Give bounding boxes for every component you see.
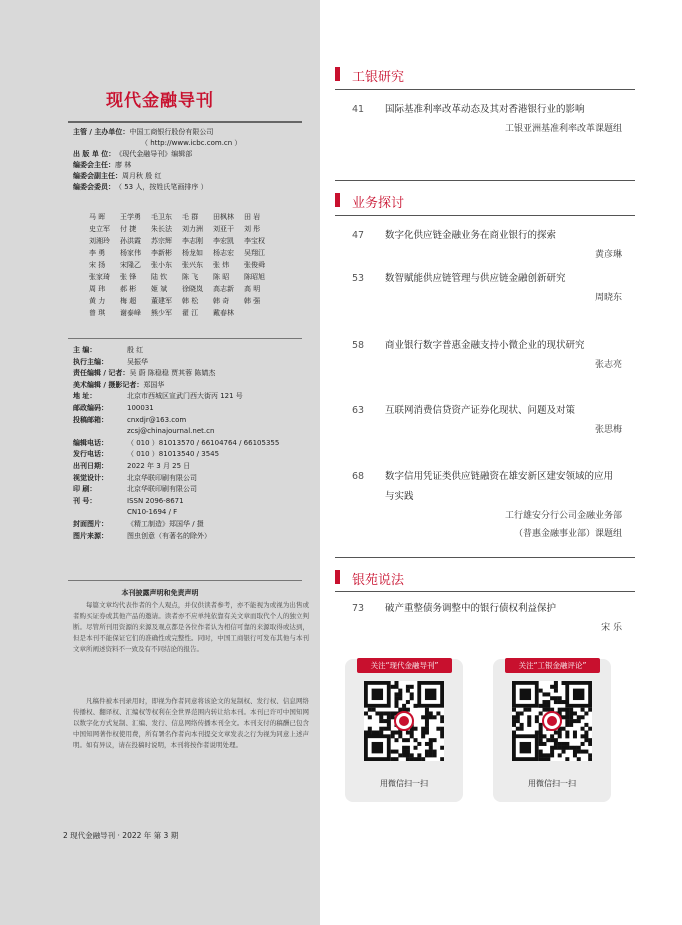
qr-card[interactable] xyxy=(345,659,463,802)
member-name: 周 玮 xyxy=(89,285,106,293)
member-name: 吴翔江 xyxy=(244,249,265,257)
divider xyxy=(68,338,302,339)
member-name: 韩 奇 xyxy=(213,297,230,305)
publisher: 《现代金融导刊》编辑部 xyxy=(115,150,193,158)
article-author: 张思梅 xyxy=(594,425,622,435)
article-author: 周晓东 xyxy=(594,293,622,303)
qr-tag: 关注“现代金融导刊” xyxy=(357,658,452,673)
cover-label: 封面图片： xyxy=(73,519,108,528)
member-row xyxy=(89,211,309,223)
member-row xyxy=(89,295,309,307)
divider xyxy=(335,591,635,592)
email-secondary: zcsj@chinajournal.net.cn xyxy=(127,427,215,436)
member-name: 李宏凯 xyxy=(213,237,234,245)
website: （ http://www.icbc.com.cn ） xyxy=(141,139,242,147)
cover-credit: 《精工制造》郑国华 / 摄 xyxy=(127,519,204,528)
edit-tel-label: 编辑电话： xyxy=(73,438,108,447)
member-name: 张 炜 xyxy=(213,261,230,269)
page-number: 47 xyxy=(352,230,365,241)
page-footer: 2 现代金融导刊 · 2022 年 第 3 期 xyxy=(63,831,179,840)
section-marker xyxy=(335,570,340,584)
member-name: 杨家伟 xyxy=(120,249,141,257)
member-name: 田 岩 xyxy=(244,213,261,221)
article-author: 工行雄安分行公司金融业务部 xyxy=(504,511,622,521)
section-title: 业务探讨 xyxy=(352,196,405,211)
organizer: 中国工商银行股份有限公司 xyxy=(129,128,214,136)
page-number: 73 xyxy=(352,603,365,614)
member-name: 谢泰峰 xyxy=(120,309,141,317)
qr-caption: 用微信扫一扫 xyxy=(380,779,428,788)
section-title: 工银研究 xyxy=(352,70,405,85)
member-name: 张俊舜 xyxy=(244,261,265,269)
member-name: 田枫林 xyxy=(213,213,234,221)
divider xyxy=(335,180,635,181)
member-name: 黄 力 xyxy=(89,297,106,305)
article-author: 宋 乐 xyxy=(601,623,622,633)
qr-card[interactable] xyxy=(493,659,611,802)
article-title: 破产重整债务调整中的银行债权利益保护 xyxy=(385,603,557,614)
qr-code-icon xyxy=(512,681,592,761)
article-entry[interactable] xyxy=(352,467,622,543)
divider xyxy=(68,580,302,581)
member-name: 宋 扬 xyxy=(89,261,106,269)
design: 北京华联印刷有限公司 xyxy=(127,473,197,482)
img-src-label: 图片来源： xyxy=(73,531,108,540)
issn: ISSN 2096-8671 xyxy=(127,496,184,505)
member-name: 刘 彤 xyxy=(244,225,261,233)
member-name: 张小东 xyxy=(151,261,172,269)
page-number: 41 xyxy=(352,104,365,115)
member-name: 郝 彬 xyxy=(120,285,137,293)
member-name: 陆 钦 xyxy=(151,273,168,281)
vice-chair-label: 编委会副主任： xyxy=(73,172,122,180)
article-title: 商业银行数字普惠金融支持小微企业的现状研究 xyxy=(385,340,585,351)
statement-para-2: 凡稿件被本刊录用时，即视为作者同意将该论文的复制权、发行权、信息网络传播权、翻译权、汇编权等权利在全世界范围内转让给本刊。本刊已许可中国知网以数字化方式复制、汇编、发行、信息网络传播本刊全文。本刊支付的稿酬已包含中国知网著作权使用费，所有署名作者向本刊提交文章发表之行为视为同意上述声明。如有异议，请在投稿时说明，本刊将按作者说明处理。 xyxy=(73,697,309,749)
page-number: 58 xyxy=(352,340,365,351)
member-name: 徐晓岚 xyxy=(182,285,203,293)
member-name: 韩 强 xyxy=(244,297,261,305)
article-entry[interactable] xyxy=(352,336,622,374)
exec-editor: 吴振华 xyxy=(127,357,148,366)
section-title: 银苑说法 xyxy=(352,573,405,588)
article-author: 黄彦琳 xyxy=(594,250,622,260)
art-editor: 郑国华 xyxy=(143,380,165,389)
member-name: 毛 群 xyxy=(182,213,199,221)
email-label: 投稿邮箱： xyxy=(73,415,108,424)
member-name: 孙洪霞 xyxy=(120,237,141,245)
member-name: 高志新 xyxy=(213,285,234,293)
section-marker xyxy=(335,67,340,81)
member-name: 戴春林 xyxy=(213,309,234,317)
resp-editor-label: 责任编辑 / 记者： xyxy=(73,369,130,378)
member-name: 韩 松 xyxy=(182,297,199,305)
members-label: 编委会委员： xyxy=(73,183,115,191)
member-name: 李志刚 xyxy=(182,237,203,245)
page-number: 68 xyxy=(352,471,365,482)
member-name: 高 明 xyxy=(244,285,261,293)
member-row xyxy=(89,283,309,295)
member-name: 付 捷 xyxy=(120,225,137,233)
article-title: 国际基准利率改革动态及其对香港银行业的影响 xyxy=(385,104,585,115)
post-label: 邮政编码： xyxy=(73,403,108,412)
article-title: 数字化供应链金融业务在商业银行的探索 xyxy=(385,230,557,241)
page-number: 63 xyxy=(352,405,365,416)
member-name: 宋隆乙 xyxy=(120,261,141,269)
member-name: 翟 江 xyxy=(182,309,199,317)
member-name: 张家琦 xyxy=(89,273,110,281)
article-entry[interactable] xyxy=(352,226,622,264)
section-marker xyxy=(335,193,340,207)
member-name: 刘力洲 xyxy=(182,225,203,233)
member-name: 李新彬 xyxy=(151,249,172,257)
article-author-line2: （普惠金融事业部）课题组 xyxy=(513,529,622,539)
divider xyxy=(335,215,635,216)
member-name: 梅 超 xyxy=(120,297,137,305)
member-name: 张兴东 xyxy=(182,261,203,269)
dist-tel-label: 发行电话： xyxy=(73,450,108,459)
pub-date: 2022 年 3 月 25 日 xyxy=(127,461,191,470)
member-name: 刘湘玲 xyxy=(89,237,110,245)
member-row xyxy=(89,271,309,283)
divider xyxy=(335,557,635,558)
member-name: 曾 琪 xyxy=(89,309,106,317)
member-name: 李宝权 xyxy=(244,237,265,245)
article-entry[interactable] xyxy=(352,100,622,138)
divider xyxy=(68,121,302,123)
member-name: 苏宗辉 xyxy=(151,237,172,245)
member-row xyxy=(89,247,309,259)
print-label: 印 刷： xyxy=(73,485,97,494)
member-name: 陈 飞 xyxy=(182,273,199,281)
member-name: 姬 斌 xyxy=(151,285,168,293)
printer: 北京华联印刷有限公司 xyxy=(127,485,197,494)
article-title: 数智赋能供应链管理与供应链金融创新研究 xyxy=(385,273,566,284)
divider xyxy=(335,89,635,90)
article-title: 互联网消费信贷资产证券化现状、问题及对策 xyxy=(385,405,576,416)
img-source: 图虫创意（有著名的除外） xyxy=(127,531,211,540)
editor: 殷 红 xyxy=(127,346,144,354)
issn-label: 刊 号： xyxy=(73,496,97,505)
member-name: 毛卫东 xyxy=(151,213,172,221)
member-name: 史立军 xyxy=(89,225,110,233)
qr-tag: 关注“工银金融评论” xyxy=(505,658,600,673)
organizer-label: 主管 / 主办单位： xyxy=(73,128,130,136)
statement-title: 本刊披露声明和免责声明 xyxy=(121,589,199,597)
address: 北京市西城区宣武门西大街丙 121 号 xyxy=(127,392,243,401)
member-name: 张 锋 xyxy=(120,273,137,281)
chair: 廖 林 xyxy=(115,161,132,169)
member-name: 陈昭旭 xyxy=(244,273,265,281)
article-title: 数字信用凭证类供应链融资在雄安新区建安领域的应用与实践 xyxy=(385,471,614,502)
article-entry[interactable] xyxy=(352,401,622,439)
publisher-label: 出 版 单 位： xyxy=(73,150,116,158)
member-name: 马 晖 xyxy=(89,213,106,221)
member-name: 杨龙如 xyxy=(182,249,203,257)
member-name: 董建军 xyxy=(151,297,172,305)
qr-caption: 用微信扫一扫 xyxy=(528,779,576,788)
member-name: 熊少军 xyxy=(151,309,172,317)
page-number: 53 xyxy=(352,273,365,284)
post-code: 100031 xyxy=(127,403,154,412)
member-name: 朱长法 xyxy=(151,225,172,233)
exec-editor-label: 执行主编： xyxy=(73,357,108,366)
resp-editor: 吴 蔚 陈稳稳 贾其蓉 陈婧杰 xyxy=(129,369,216,378)
article-entry[interactable] xyxy=(352,599,622,637)
journal-title: 现代金融导刊 xyxy=(106,91,214,111)
article-entry[interactable] xyxy=(352,269,622,307)
member-row xyxy=(89,259,309,271)
member-name: 陈 昭 xyxy=(213,273,230,281)
vice-chair: 周月秋 殷 红 xyxy=(122,172,162,180)
editor-label: 主 编： xyxy=(73,346,97,354)
design-label: 视觉设计： xyxy=(73,473,108,482)
members-note: （ 53 人，按姓氏笔画排序 ） xyxy=(115,183,208,191)
pub-date-label: 出刊日期： xyxy=(73,461,108,470)
email-primary: cnxdjr@163.com xyxy=(127,415,187,424)
art-editor-label: 美术编辑 / 摄影记者： xyxy=(73,380,144,389)
member-row xyxy=(89,223,309,235)
dist-tel: （ 010 ）81013540 / 3545 xyxy=(127,450,220,459)
article-author: 工银亚洲基准利率改革课题组 xyxy=(504,124,622,134)
member-name: 刘亚干 xyxy=(213,225,234,233)
edit-tel: （ 010 ）81013570 / 66104764 / 66105355 xyxy=(127,438,280,447)
qr-code-icon xyxy=(364,681,444,761)
member-name: 杨志宏 xyxy=(213,249,234,257)
statement-para-1: 每篇文章均代表作者的个人观点，并仅供读者参考，亦不能视为或视为出售或者购买证券或其他产品的邀请。读者亦不应单纯依靠有关文章而取代个人的独立判断。尽管所刊用资源的来源及观点都是各位作者认为相信可靠的来源取得或达到，但是本刊不能保证它们的准确性或完整性。同时，中国工商银行可发布其他与本刊文章所阐述资料不一致及有不同结论的报告。 xyxy=(73,601,309,653)
article-author: 张志亮 xyxy=(594,360,622,370)
member-name: 李 勇 xyxy=(89,249,106,257)
committee-members xyxy=(89,211,309,319)
chair-label: 编委会主任： xyxy=(73,161,115,169)
member-row xyxy=(89,307,309,319)
staff-info xyxy=(73,345,313,542)
masthead-info xyxy=(73,127,313,193)
member-row xyxy=(89,235,309,247)
cn-number: CN10-1694 / F xyxy=(127,508,178,517)
address-label: 地 址： xyxy=(73,392,97,401)
member-name: 王学勇 xyxy=(120,213,141,221)
